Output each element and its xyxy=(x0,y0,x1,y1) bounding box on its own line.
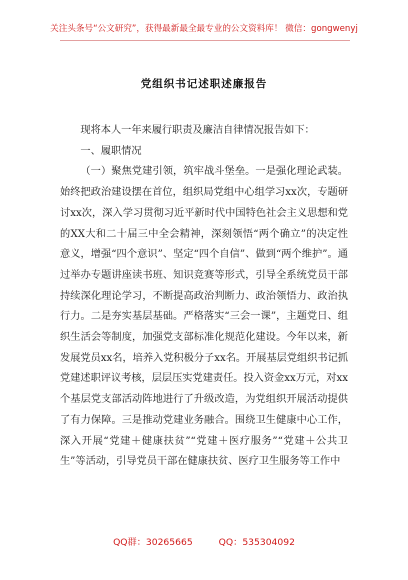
header-divider xyxy=(60,40,350,41)
body-paragraph: （一）聚焦党建引领，筑牢战斗堡垒。一是强化理论武装。始终把政治建设摆在首位，组织局党组中心组学习xx次，专题研讨xx次，深入学习贯彻习近平新时代中国特色社会主义思想和党的XX大和二十届三中全会精神，深刻领悟“两个确立”的决定性意义，增强“四个意识”、坚定“四个自信”、做到“两个维护”。通过举办专题讲座读书班、知识竞赛等形式，引导全系统党员干部持续深化理论学习，不断提高政治判断力、政治领悟力、政治执行力。二是夯实基层基础。严格落实“三会一课”，主题党日、组织生活会等制度，加强党支部标准化规范化建设。今年以来，新发展党员xx名，培养入党积极分子xx名。开展基层党组织书记抓党建述职评议考核，层层压实党建责任。投入资金xx万元，对xx个基层党支部活动阵地进行了升级改造，为党组织开展活动提供了有力保障。三是推动党建业务融合。围绕卫生健康中心工作，深入开展“党建＋健康扶贫”“党建＋医疗服务”“党建＋公共卫生”等活动，引导党员干部在健康扶贫、医疗卫生服务等工作中 xyxy=(60,166,348,468)
qq-group-label: QQ群：30265665 xyxy=(113,537,193,548)
qq-contact-label: QQ：535304092 xyxy=(218,537,295,548)
section-heading: 一、履职情况 xyxy=(80,145,142,157)
footer-contact xyxy=(0,534,408,548)
header-banner: 关注头条号“公文研究”，获得最新最全最专业的公文资料库！ 微信：gongwenyj xyxy=(50,24,358,34)
document-title: 党组织书记述职述廉报告 xyxy=(140,78,268,90)
intro-paragraph: 现将本人一年来履行职责及廉洁自律情况报告如下： xyxy=(80,125,315,136)
document-body xyxy=(60,121,348,473)
